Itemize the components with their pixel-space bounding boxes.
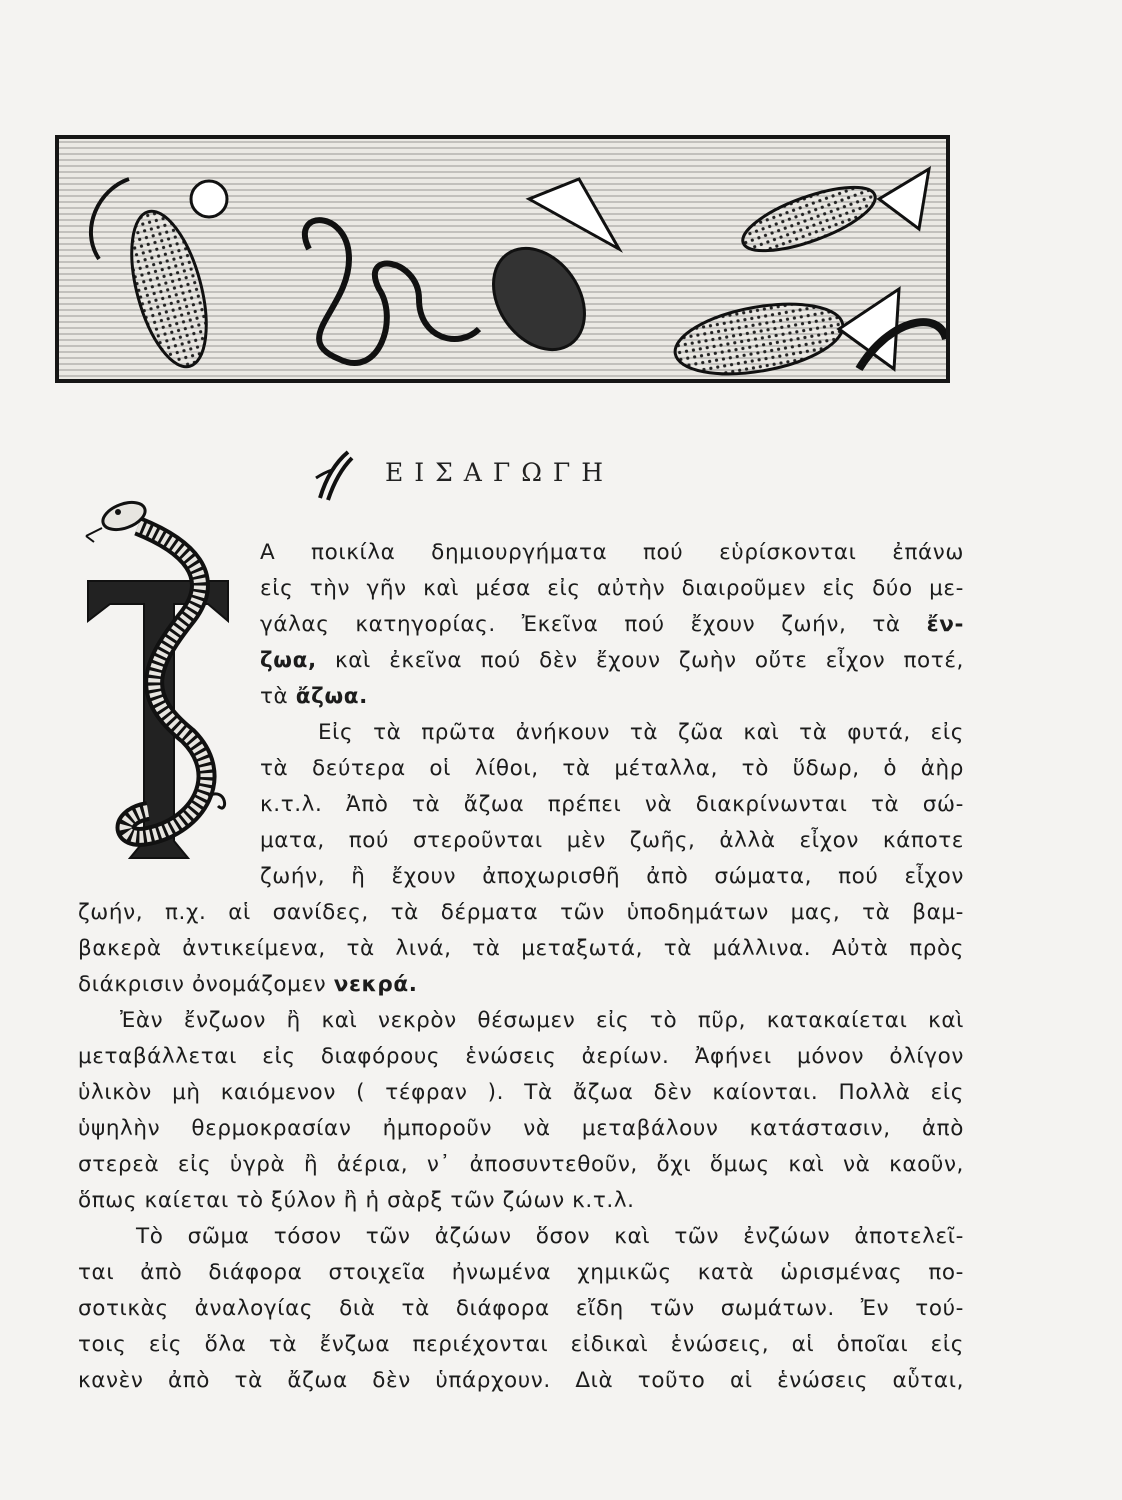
term-dead: νεκρά.	[333, 972, 418, 997]
page-title: ΕΙΣΑΓΩΓΗ	[385, 458, 615, 487]
text-line	[78, 967, 964, 1003]
headpiece-engraving	[55, 135, 950, 383]
text-line: κανὲν ἀπὸ τὰ ἄζωα δὲν ὑπάρχουν. Διὰ τοῦτο αἱ ἑνώσεις αὗται,	[78, 1368, 964, 1393]
text-line: τὰ δεύτερα οἱ λίθοι, τὰ μέταλλα, τὸ ὕδωρ, ὁ ἀὴρ	[260, 756, 964, 781]
text-segment: καὶ ἐκεῖνα πού δὲν ἔχουν ζωὴν οὔτε εἶχον ποτέ,	[335, 648, 964, 673]
text-line: Α ποικίλα δημιουργήματα πού εὑρίσκονται ἐπάνω	[260, 540, 964, 565]
text-line: Τὸ σῶμα τόσον τῶν ἀζώων ὅσον καὶ τῶν ἐνζώων ἀποτελεῖ-	[136, 1224, 964, 1249]
text-line	[260, 607, 964, 643]
text-line: ζωήν, π.χ. αἱ σανίδες, τὰ δέρματα τῶν ὑποδημάτων μας, τὰ βαμ-	[78, 900, 964, 925]
text-line	[260, 679, 964, 715]
text-line: ὅπως καίεται τὸ ξύλον ἢ ἡ σὰρξ τῶν ζώων κ.τ.λ.	[78, 1188, 635, 1213]
text-line: ζωήν, ἢ ἔχουν ἀποχωρισθῆ ἀπὸ σώματα, πού εἶχον	[260, 864, 964, 889]
text-line: μεταβάλλεται εἰς διαφόρους ἑνώσεις ἀερίων. Ἀφήνει μόνον ὀλίγον	[78, 1044, 964, 1069]
text-line: ὑλικὸν μὴ καιόμενον ( τέφραν ). Τὰ ἄζωα δὲν καίονται. Πολλὰ εἰς	[78, 1080, 964, 1105]
dropcap-t-snake-icon	[78, 486, 258, 876]
text-line: Ἐὰν ἔνζωον ἢ καὶ νεκρὸν θέσωμεν εἰς τὸ πῦρ, κατακαίεται καὶ	[120, 1008, 964, 1033]
headpiece-illustration	[59, 139, 946, 379]
term-living: ζωα,	[260, 648, 317, 673]
text-line: κ.τ.λ. Ἀπὸ τὰ ἄζωα πρέπει νὰ διακρίνωνται τὰ σώ-	[260, 792, 964, 817]
text-line: ται ἀπὸ διάφορα στοιχεῖα ἠνωμένα χημικῶς κατὰ ὡρισμένας πο-	[78, 1260, 964, 1285]
term-inanimate: ἄζωα.	[295, 684, 368, 709]
term-living: ἔν-	[926, 612, 965, 637]
text-line: Εἰς τὰ πρῶτα ἀνήκουν τὰ ζῶα καὶ τὰ φυτά, εἰς	[318, 720, 964, 745]
text-segment: τὰ	[260, 684, 289, 709]
text-segment: διάκρισιν ὀνομάζομεν	[78, 972, 327, 997]
text-line: ὑψηλὴν θερμοκρασίαν ἠμποροῦν νὰ μεταβάλουν κατάστασιν, ἀπὸ	[78, 1116, 964, 1141]
handwritten-mark	[312, 448, 356, 508]
text-line: σοτικὰς ἀναλογίας διὰ τὰ διάφορα εἴδη τῶν σωμάτων. Ἐν τού-	[78, 1296, 964, 1321]
text-line: τοις εἰς ὅλα τὰ ἔνζωα περιέχονται εἰδικαὶ ἑνώσεις, αἱ ὁποῖαι εἰς	[78, 1332, 964, 1357]
text-line: βακερὰ ἀντικείμενα, τὰ λινά, τὰ μεταξωτά, τὰ μάλλινα. Αὐτὰ πρὸς	[78, 936, 964, 961]
text-line: στερεὰ εἰς ὑγρὰ ἢ ἀέρια, ν᾽ ἀποσυντεθοῦν, ὄχι ὅμως καὶ νὰ καοῦν,	[78, 1152, 964, 1177]
text-line: ματα, πού στεροῦνται μὲν ζωῆς, ἀλλὰ εἶχον κάποτε	[260, 828, 964, 853]
text-line	[260, 643, 964, 679]
text-line: εἰς τὴν γῆν καὶ μέσα εἰς αὐτὴν διαιροῦμεν εἰς δύο με-	[260, 576, 964, 601]
text-segment: γάλας κατηγορίας. Ἐκεῖνα πού ἔχουν ζωήν, τὰ	[260, 612, 901, 637]
